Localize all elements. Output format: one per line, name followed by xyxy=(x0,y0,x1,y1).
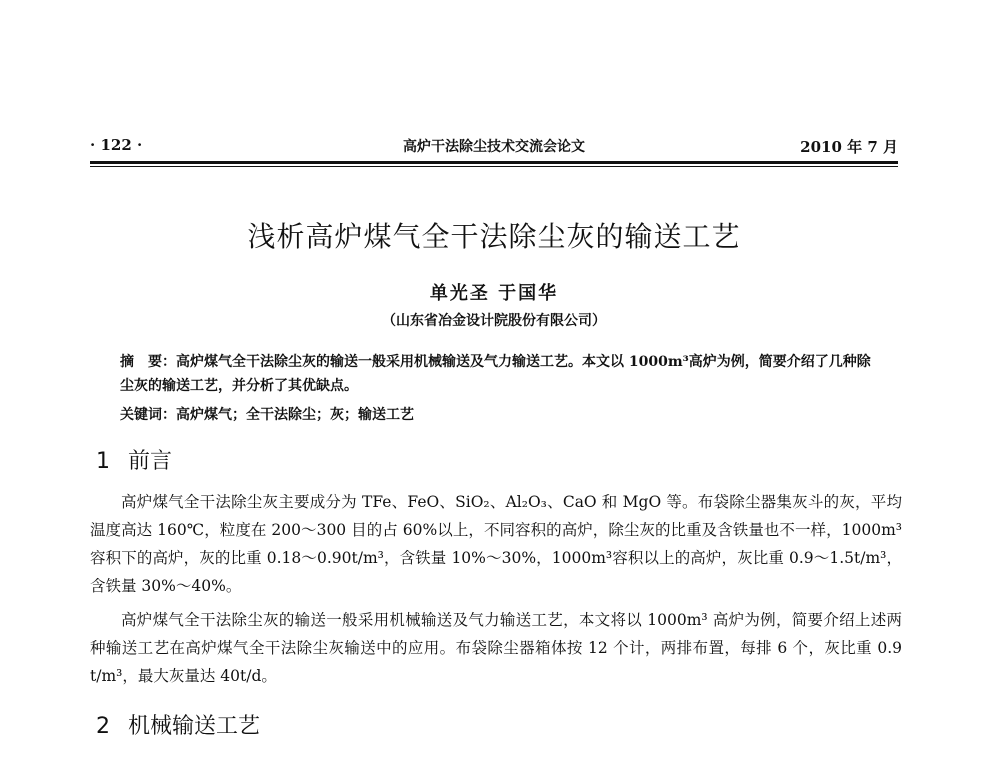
journal-name: 高炉干法除尘技术交流会论文 xyxy=(403,139,585,155)
section-title: 机械输送工艺 xyxy=(128,714,261,739)
abstract-label: 摘 要： xyxy=(120,354,176,370)
section-number: 1 xyxy=(96,449,110,474)
abstract xyxy=(120,350,880,398)
section-heading-2 xyxy=(96,709,260,740)
paper-title: 浅析高炉煤气全干法除尘灰的输送工艺 xyxy=(247,220,741,253)
abstract-text: 高炉煤气全干法除尘灰的输送一般采用机械输送及气力输送工艺。本文以 1000m³高炉为例，简要介绍了几种除尘灰的输送工艺，并分析了其优缺点。 xyxy=(120,354,871,394)
page-number: · 122 · xyxy=(90,136,143,154)
keywords xyxy=(120,404,880,424)
affiliation: （山东省冶金设计院股份有限公司） xyxy=(382,313,606,329)
header-rule-thick xyxy=(90,161,898,164)
paragraph: 高炉煤气全干法除尘灰的输送一般采用机械输送及气力输送工艺，本文将以 1000m³ 高炉为例，简要介绍上述两种输送工艺在高炉煤气全干法除尘灰输送中的应用。布袋除尘器箱体按 12 个计，两排布置，每排 6 个，灰比重 0.9 t/m³，最大灰量达 40t/d。 xyxy=(90,611,902,685)
authors: 单光圣 于国华 xyxy=(429,283,559,304)
running-head xyxy=(90,136,898,158)
paragraph: 高炉煤气全干法除尘灰主要成分为 TFe、FeO、SiO₂、Al₂O₃、CaO 和 MgO 等。布袋除尘器集灰斗的灰，平均温度高达 160℃，粒度在 200～300 目的占 60%以上，不同容积的高炉，除尘灰的比重及含铁量也不一样，1000m³容积下的高炉，灰的比重 0.18～0.90t/m³，含铁量 10%～30%，1000m³容积以上的高炉，灰比重 0.9～1.5t/m³，含铁量 30%～40%。 xyxy=(90,493,902,595)
section-heading-1 xyxy=(96,444,172,475)
keywords-label: 关键词： xyxy=(120,407,176,423)
keywords-text: 高炉煤气；全干法除尘；灰；输送工艺 xyxy=(176,407,414,423)
issue-date: 2010 年 7 月 xyxy=(800,138,898,156)
header-rule-thin xyxy=(90,166,898,167)
section-title: 前言 xyxy=(128,449,173,474)
section-number: 2 xyxy=(96,714,110,739)
